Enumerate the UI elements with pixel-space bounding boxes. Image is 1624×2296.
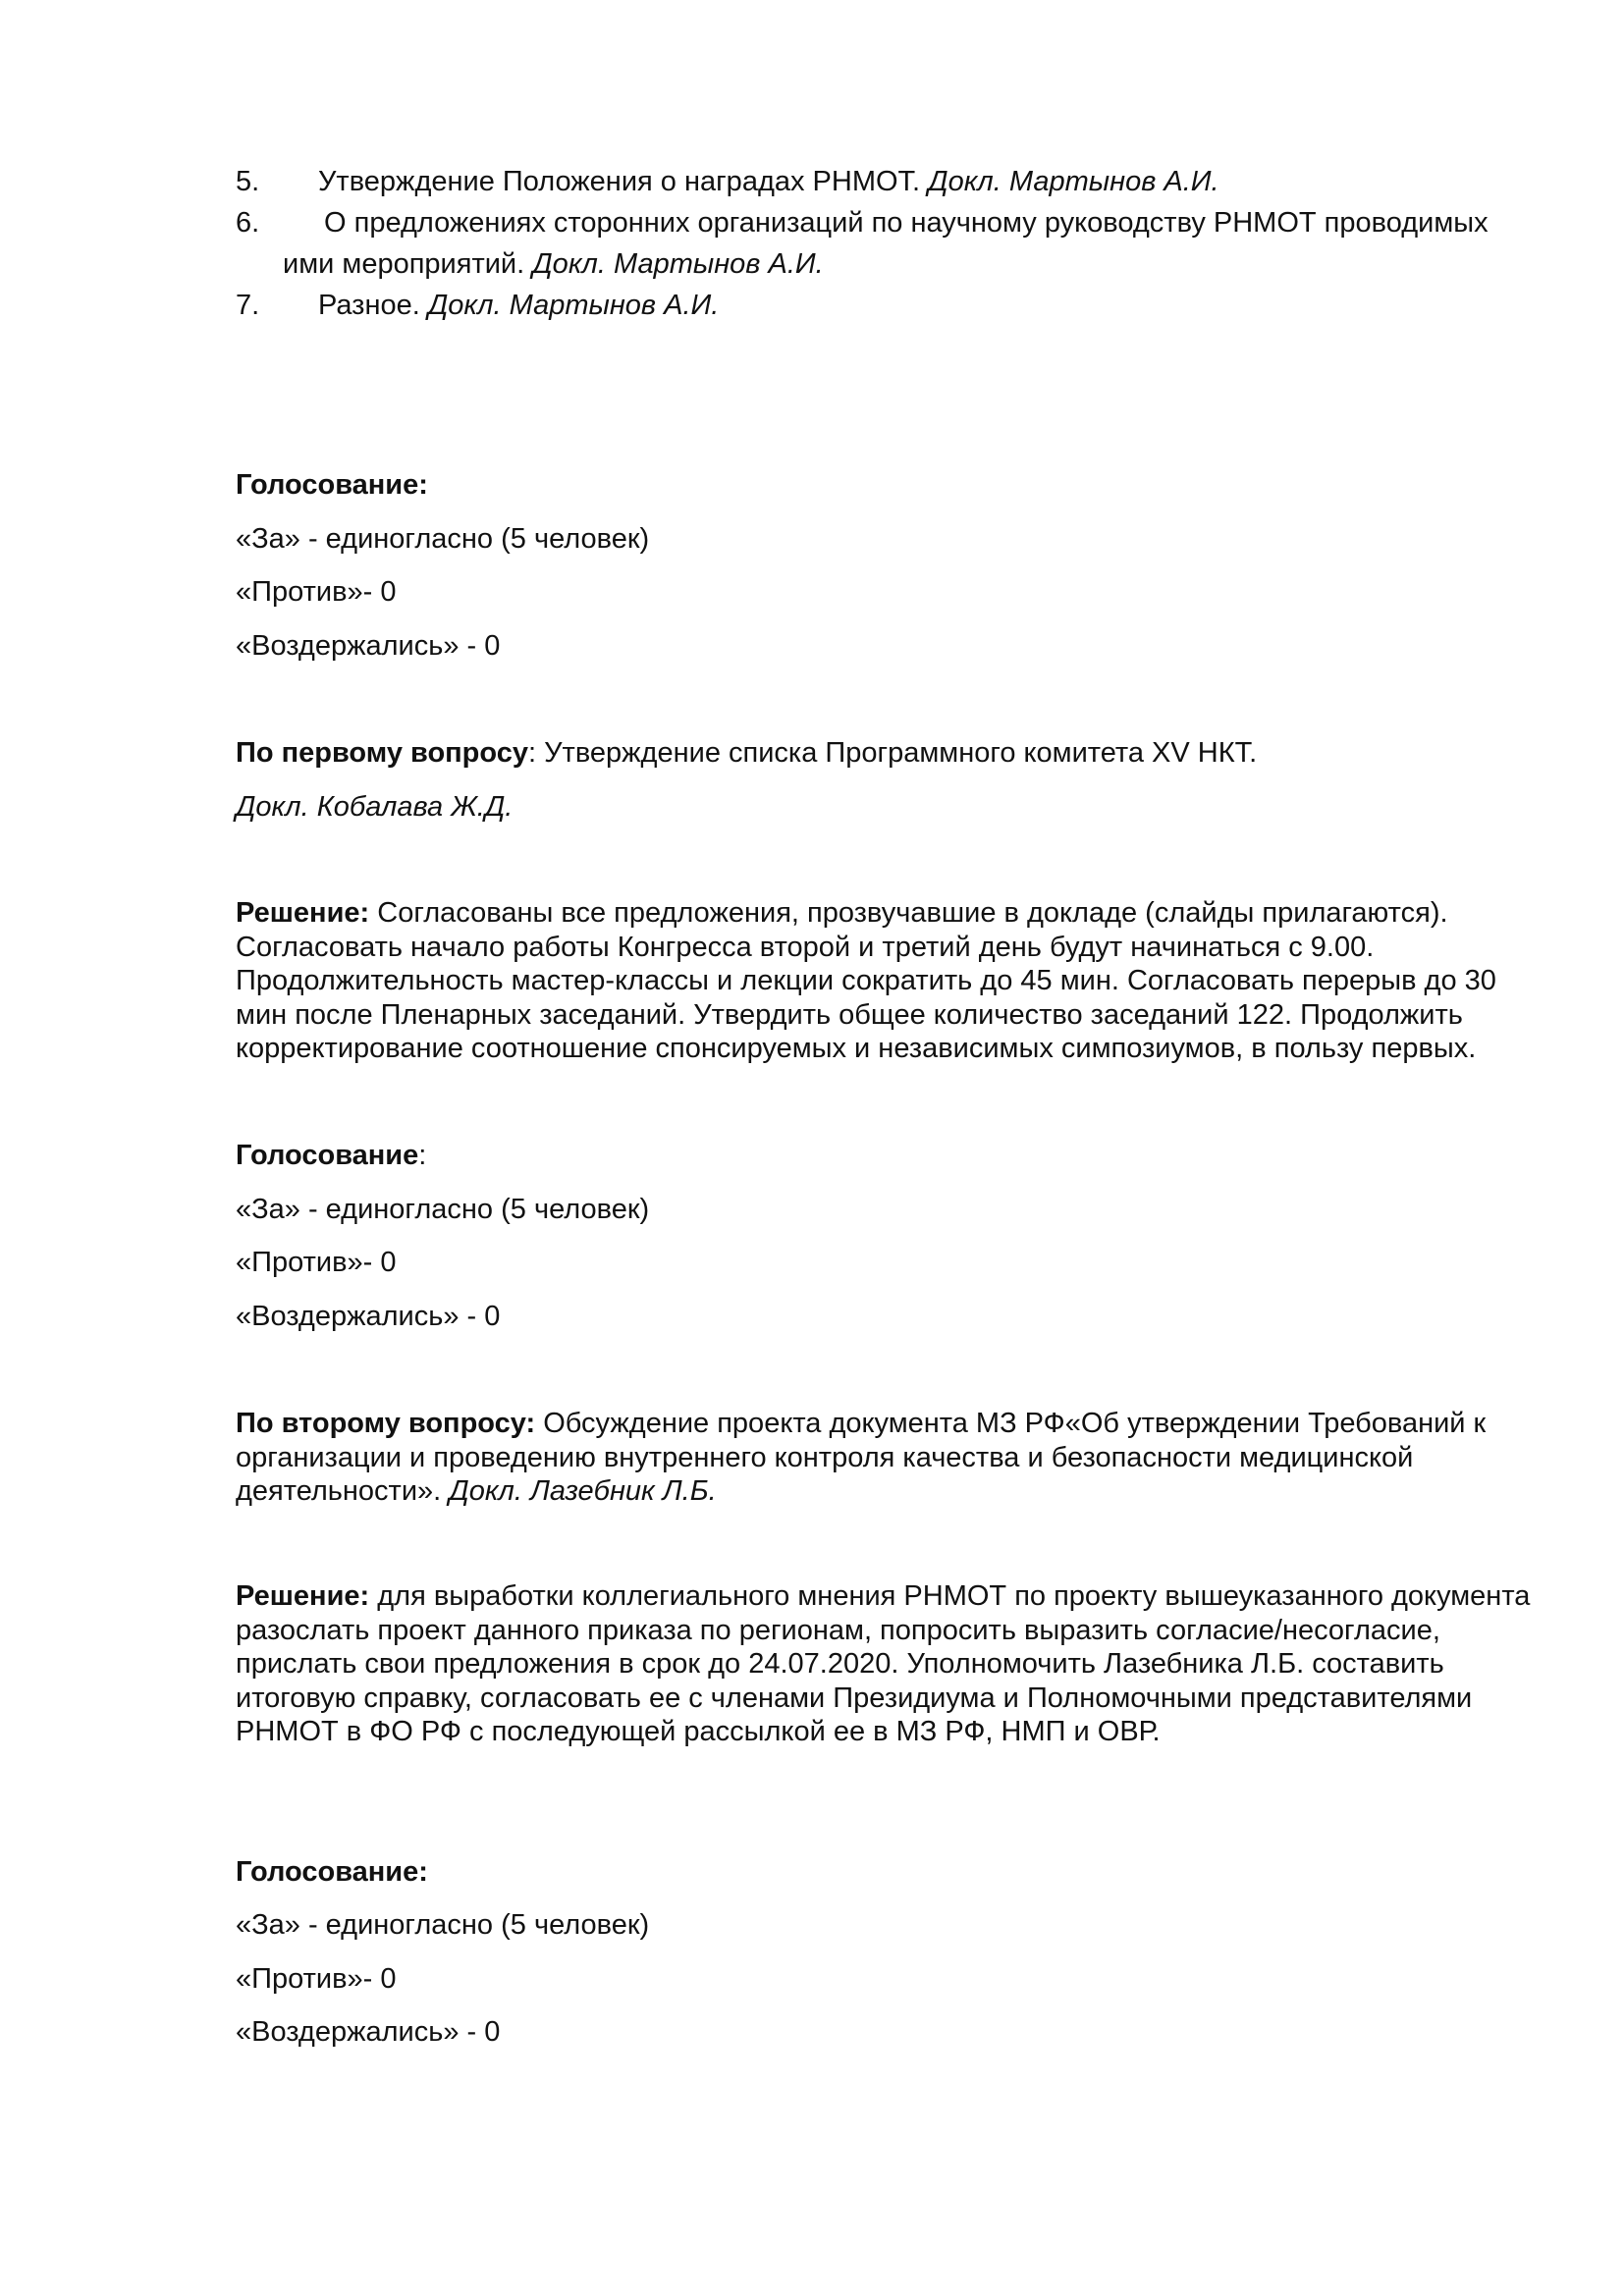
decision-1 xyxy=(236,896,1542,1066)
vote-heading: Голосование: xyxy=(236,1856,428,1888)
vote-heading: Голосование: xyxy=(236,1140,427,1171)
agenda-item-speaker: Докл. Мартынов А.И. xyxy=(427,290,720,321)
agenda-item-7 xyxy=(236,285,1532,326)
agenda-item-number: 6. xyxy=(236,207,260,239)
decision-1-label: Решение: xyxy=(236,897,370,929)
vote-heading: Голосование: xyxy=(236,469,428,501)
agenda-item-text: Утверждение Положения о наградах РНМОТ. xyxy=(318,166,921,197)
agenda-item-6 xyxy=(236,202,1532,285)
decision-1-text: Согласованы все предложения, прозвучавшие в докладе (слайды прилагаются). Согласовать начало работы Конгресса второй и третий день будут начинаться с 9.00. Продолжительность мастер-классы и лекции сократить до 45 мин. Согласовать перерыв до 30 мин после Пленарных заседаний. Утвердить общее количество заседаний 122. Продолжить корректирование соотношение спонсируемых и независимых симпозиумов, в пользу первых. xyxy=(236,897,1496,1064)
agenda-item-5 xyxy=(236,161,1532,202)
agenda-item-speaker: Докл. Мартынов А.И. xyxy=(532,248,824,280)
vote-abstained: «Воздержались» - 0 xyxy=(236,630,501,662)
agenda-item-body xyxy=(236,285,1532,326)
decision-2-label: Решение: xyxy=(236,1580,370,1612)
question-1-text: : Утверждение списка Программного комитета XV НКТ. xyxy=(528,737,1258,769)
vote-for: «За» - единогласно (5 человек) xyxy=(236,1194,650,1225)
decision-2-text: для выработки коллегиального мнения РНМОТ по проекту вышеуказанного документа разослать проект данного приказа по регионам, попросить выразить согласие/несогласие, прислать свои предложения в срок до 24.07.2020. Уполномочить Лазебника Л.Б. составить итоговую справку, согласовать ее с членами Президиума и Полномочными представителями РНМОТ в ФО РФ с последующей рассылкой ее в МЗ РФ, НМП и ОВР. xyxy=(236,1580,1531,1747)
agenda-item-speaker: Докл. Мартынов А.И. xyxy=(928,166,1219,197)
agenda-item-text: Разное. xyxy=(318,290,420,321)
agenda-item-continuation xyxy=(283,243,1532,285)
agenda-item-text-cont: ими мероприятий. xyxy=(283,248,525,280)
question-2 xyxy=(236,1407,1542,1509)
vote-against: «Против»- 0 xyxy=(236,1963,397,1995)
question-2-speaker: Докл. Лазебник Л.Б. xyxy=(449,1475,717,1507)
decision-2 xyxy=(236,1579,1542,1749)
agenda-item-body xyxy=(236,202,1532,285)
agenda-item-number: 5. xyxy=(236,166,260,197)
vote-against: «Против»- 0 xyxy=(236,1247,397,1278)
vote-for: «За» - единогласно (5 человек) xyxy=(236,523,650,555)
vote-against: «Против»- 0 xyxy=(236,576,397,608)
vote-abstained: «Воздержались» - 0 xyxy=(236,1301,501,1332)
vote-for: «За» - единогласно (5 человек) xyxy=(236,1909,650,1941)
question-1 xyxy=(236,735,1257,771)
question-1-speaker: Докл. Кобалава Ж.Д. xyxy=(236,791,514,823)
question-2-label: По второму вопросу: xyxy=(236,1408,536,1439)
agenda-item-body xyxy=(236,161,1532,202)
question-2-text: Обсуждение проекта документа МЗ РФ«Об утверждении Требований к организации и проведению внутреннего контроля качества и безопасности медицинской деятельности». xyxy=(236,1408,1487,1507)
vote-abstained: «Воздержались» - 0 xyxy=(236,2016,501,2048)
agenda-item-number: 7. xyxy=(236,290,260,321)
question-1-label: По первому вопросу xyxy=(236,737,528,769)
agenda-item-text: О предложениях сторонних организаций по научному руководству РНМОТ проводимых xyxy=(324,207,1489,239)
